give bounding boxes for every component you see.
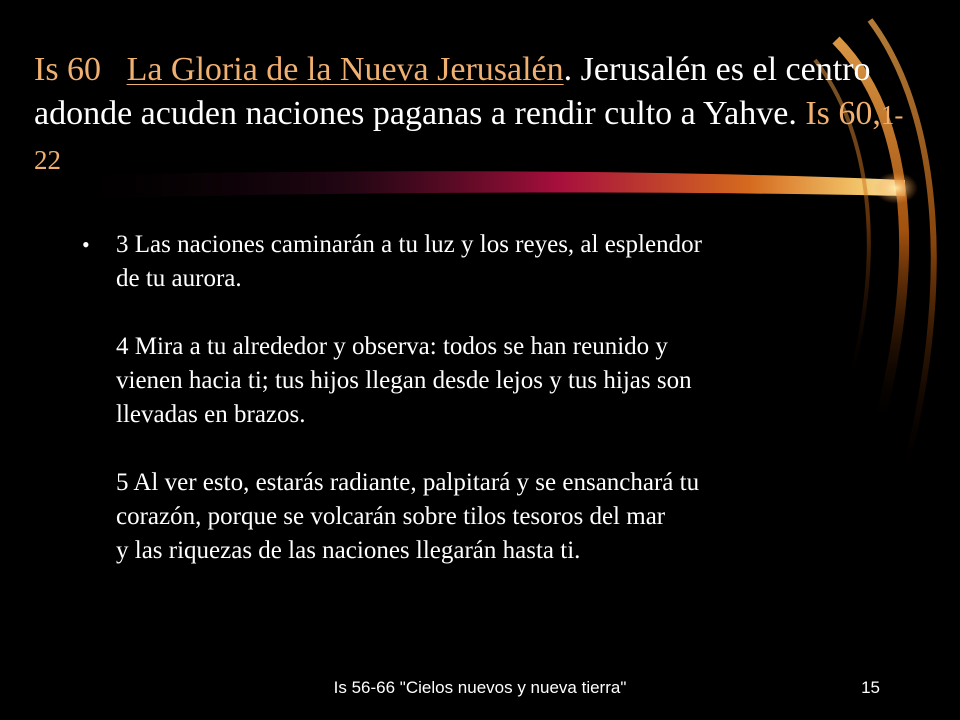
text-line: 4 Mira a tu alrededor y observa: todos se han reunido y xyxy=(116,333,668,360)
slide-body xyxy=(84,228,874,568)
title-verses: 1-22 xyxy=(34,100,904,175)
title-reference: Is 60 xyxy=(34,51,102,88)
verse-paragraph-5 xyxy=(116,466,874,568)
title-text: . Jerusalén es el centro adonde acuden naciones paganas a rendir culto a Yahve. xyxy=(34,51,871,132)
text-line: 5 Al ver esto, estarás radiante, palpitará y se ensanchará tu xyxy=(116,469,700,496)
text-line: y las riquezas de las naciones llegarán hasta ti. xyxy=(116,537,581,564)
title-link[interactable]: La Gloria de la Nueva Jerusalén xyxy=(126,51,564,88)
text-line: llevadas en brazos. xyxy=(116,401,306,428)
title-ref-tail: Is 60, xyxy=(805,95,881,132)
text-line: vienen hacia ti; tus hijos llegan desde lejos y tus hijas son xyxy=(116,367,692,394)
page-number: 15 xyxy=(861,678,880,697)
text-line: 3 Las naciones caminarán a tu luz y los reyes, al esplendor xyxy=(116,231,702,258)
verse-paragraph-4 xyxy=(116,330,874,432)
text-line: corazón, porque se volcarán sobre tilos tesoros del mar xyxy=(116,503,666,530)
bullet: • xyxy=(82,232,90,257)
verse-paragraph-3 xyxy=(116,228,874,296)
footer-title: Is 56-66 "Cielos nuevos y nueva tierra" xyxy=(333,678,627,697)
slide-title xyxy=(34,48,914,182)
text-line: de tu aurora. xyxy=(116,265,242,292)
